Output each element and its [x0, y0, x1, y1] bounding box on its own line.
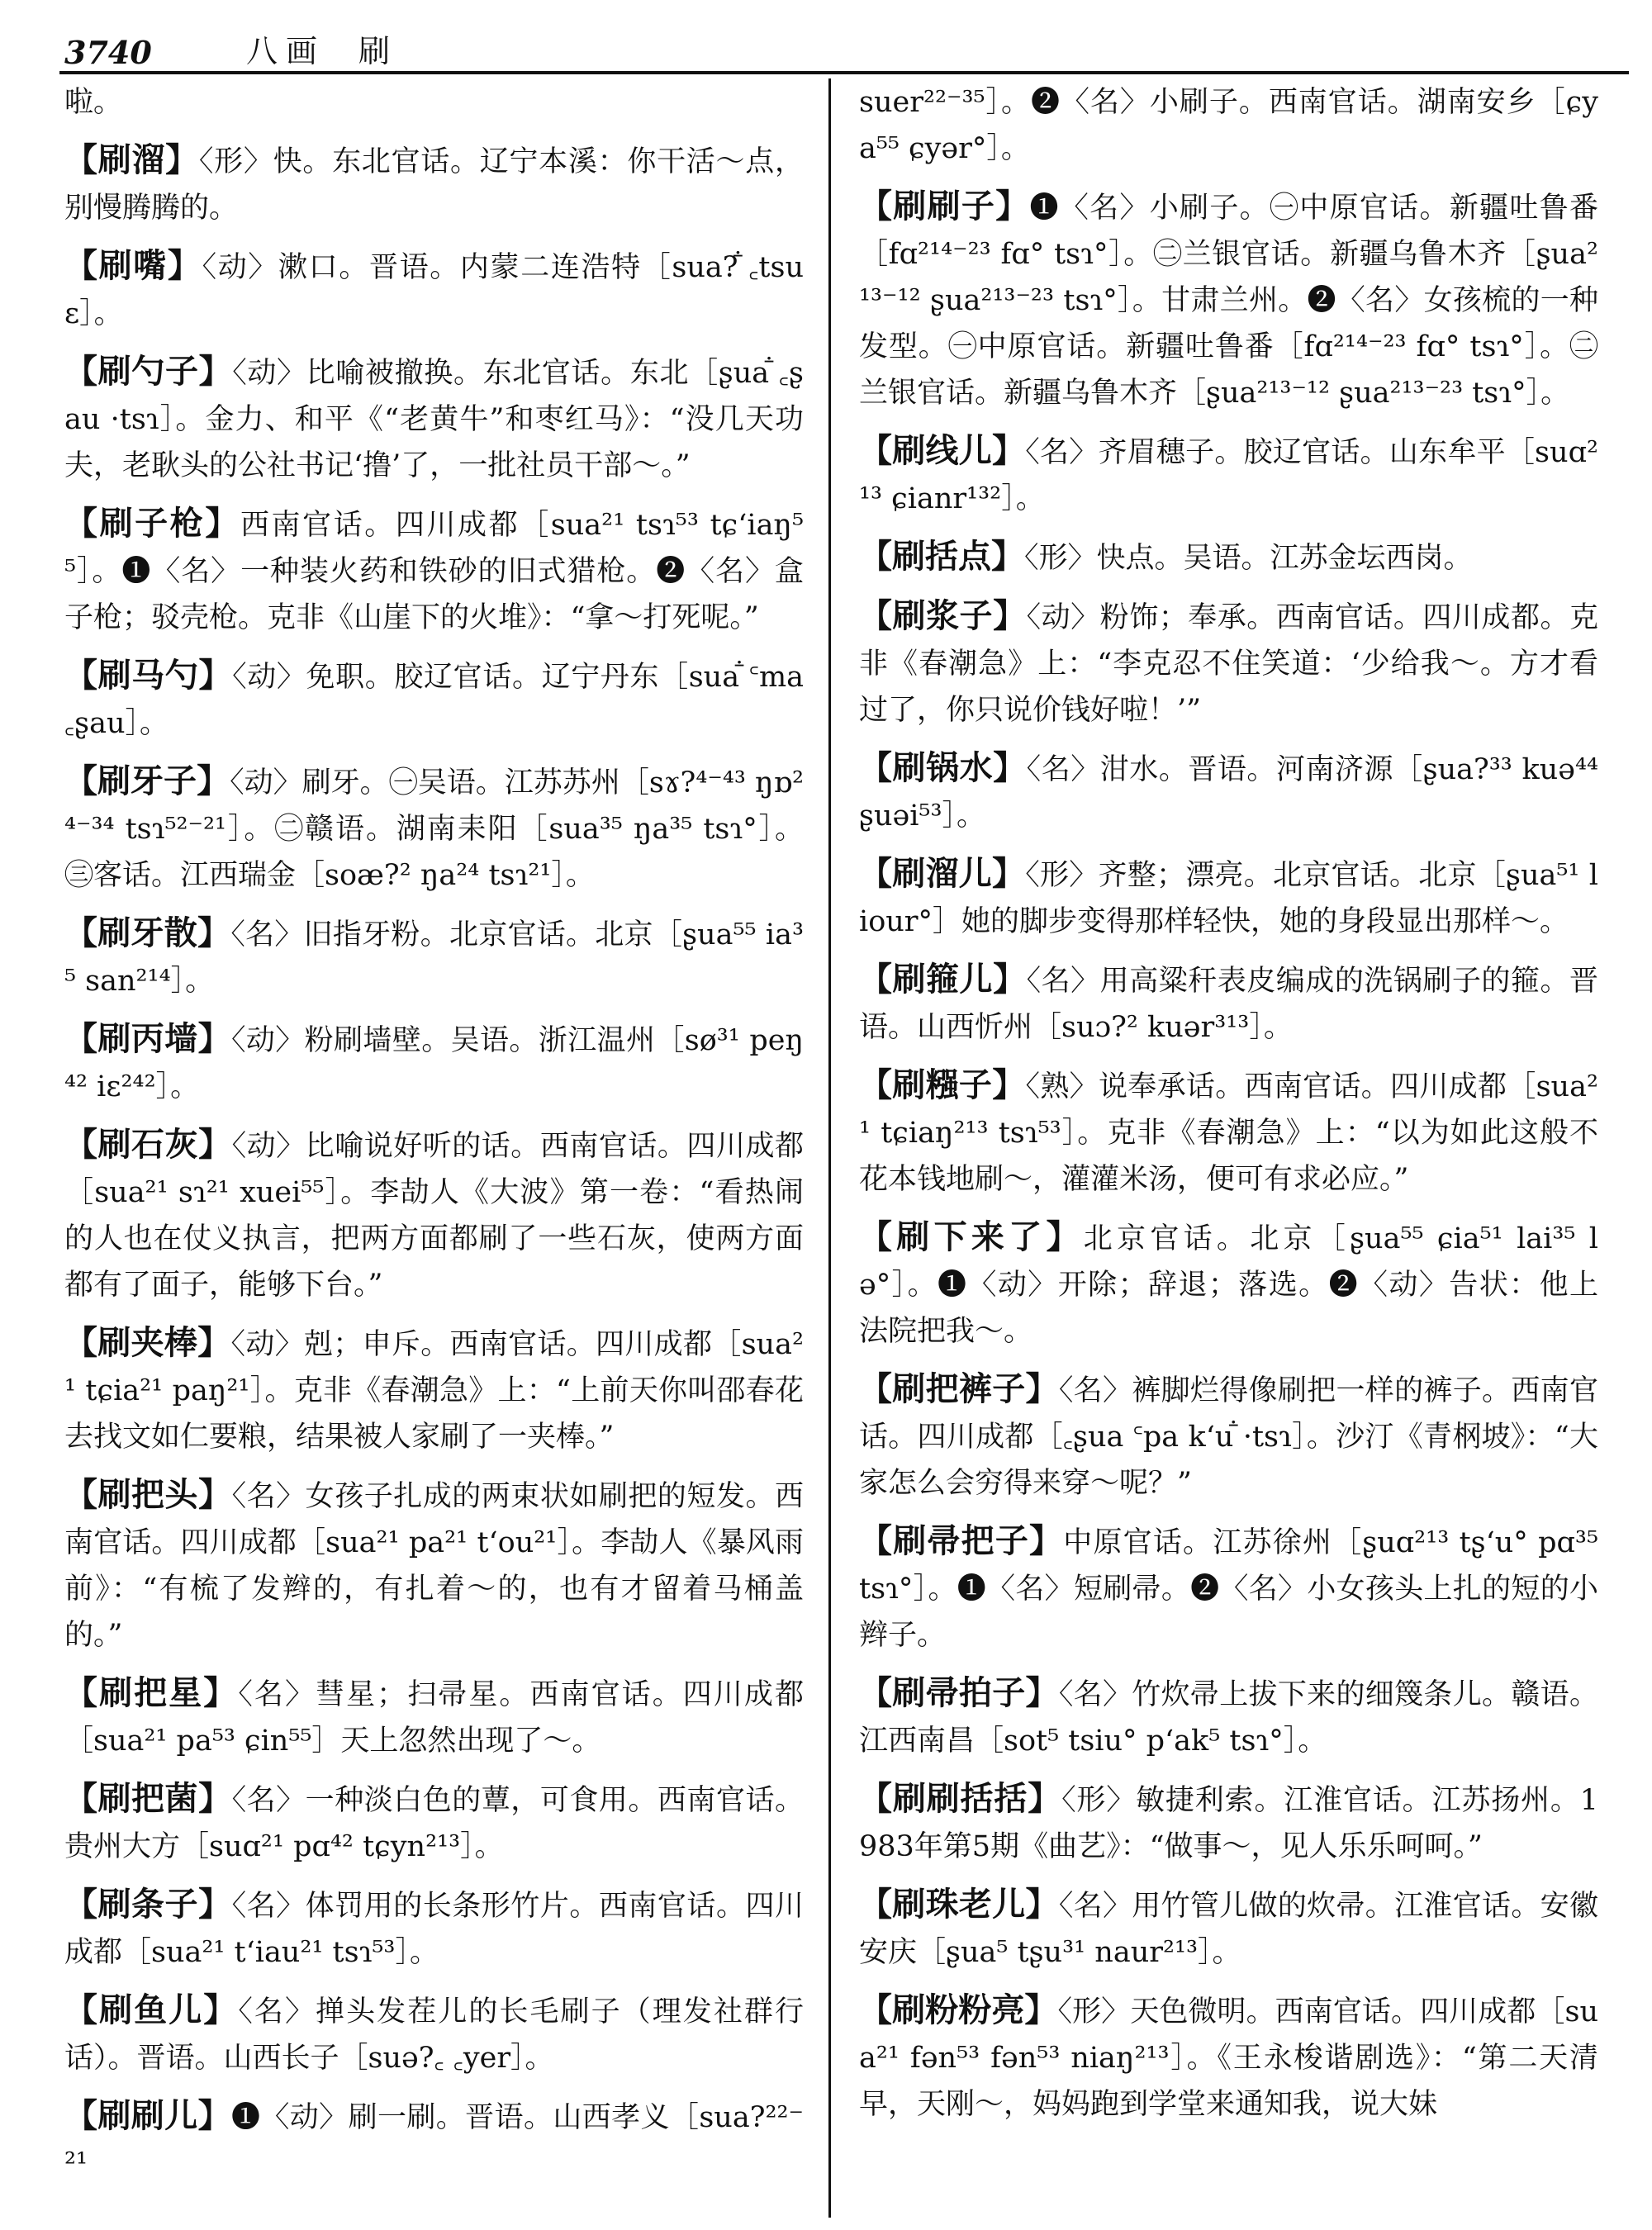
dictionary-entry — [64, 1472, 804, 1658]
entry-definition: 〈形〉敏捷利索。江淮官话。江苏扬州。1983年第5期《曲艺》：“做事～，见人乐乐呵呵。” — [859, 1784, 1598, 1863]
dictionary-entry — [64, 349, 804, 489]
dictionary-entry — [64, 910, 804, 1004]
entry-headword: 【刷浆子】 — [859, 596, 1027, 635]
entry-definition: 〈名〉女孩子扎成的两束状如刷把的短发。西南官话。四川成都［sua²¹ pa²¹ tʻou²¹］。李劼人《暴风雨前》：“有梳了发辫的，有扎着～的，也有才留着马桶盖的。” — [64, 1480, 804, 1652]
entry-definition: 〈名〉泔水。晋语。河南济源［ʂua?³³ kuə⁴⁴ ʂuəi⁵³］。 — [859, 753, 1598, 833]
dictionary-entry — [64, 1320, 804, 1460]
column-divider — [828, 78, 831, 2218]
dictionary-entry — [859, 745, 1598, 839]
entry-definition: 〈名〉用竹管儿做的炊帚。江淮官话。安徽安庆［ʂua⁵ tʂu³¹ naur²¹³］。 — [859, 1890, 1598, 1969]
entry-headword: 【刷把裤子】 — [859, 1369, 1059, 1408]
dictionary-entry — [859, 1366, 1598, 1506]
dictionary-entry — [64, 758, 804, 899]
entry-headword: 【刷子枪】 — [64, 504, 240, 543]
entry-definition: 〈名〉一种淡白色的蕈，可食用。西南官话。贵州大方［suɑ²¹ pɑ⁴² tɕyn²¹³］。 — [64, 1784, 804, 1863]
entry-definition: 〈动〉比喻被撤换。东北官话。东北［ʂuaꜙ ꜀ʂau ·tsɿ］。金力、和平《“老黄牛”和枣红马》：“没几天功夫，老耿头的公社书记‘撸’了，一批社员干部～。” — [64, 357, 804, 482]
entry-definition: 〈形〉天色微明。西南官话。四川成都［sua²¹ fən⁵³ fən⁵³ niaŋ²¹³］。《王永梭谐剧选》：“第二天清早，天刚～，妈妈跑到学堂来通知我，说大妹 — [859, 1995, 1598, 2121]
page-number: 3740 — [64, 34, 152, 71]
entry-headword: 【刷嘴】 — [64, 246, 202, 285]
entry-headword: 【刷线儿】 — [859, 431, 1026, 470]
entry-headword: 【刷糨子】 — [859, 1065, 1026, 1104]
header-rule — [59, 71, 1629, 74]
entry-definition: 中原官话。江苏徐州［ʂuɑ²¹³ tʂʻu° pɑ³⁵ tsɿ°］。❶〈名〉短刷帚。❷〈名〉小女孩头上扎的短的小辫子。 — [859, 1526, 1598, 1652]
entry-definition: 〈名〉旧指牙粉。北京官话。北京［ʂua⁵⁵ ia³⁵ san²¹⁴］。 — [64, 918, 804, 998]
entry-headword: 【刷石灰】 — [64, 1125, 232, 1164]
entry-headword: 【刷把星】 — [64, 1673, 239, 1712]
entry-definition: 〈熟〉说奉承话。西南官话。四川成都［sua²¹ tɕiaŋ²¹³ tsɿ⁵³］。克非《春潮急》上：“以为如此这般不花本钱地刷～，灌灌米汤，便可有求必应。” — [859, 1070, 1599, 1196]
stroke-count-label: 八画 — [246, 33, 326, 69]
entry-definition: 〈动〉粉刷墙壁。吴语。浙江温州［sø³¹ peŋ⁴² iɛ²⁴²］。 — [64, 1024, 805, 1103]
dictionary-entry — [64, 1987, 804, 2081]
dictionary-entry — [64, 2093, 804, 2187]
entry-definition: 〈名〉竹炊帚上拔下来的细篾条儿。赣语。江西南昌［sot⁵ tsiu° pʻak⁵ tsɿ°］。 — [859, 1678, 1598, 1758]
dictionary-entry — [859, 1518, 1598, 1658]
dictionary-entry — [859, 593, 1598, 733]
entry-definition: 〈名〉齐眉穗子。胶辽官话。山东牟平［suɑ²¹³ ɕianr¹³²］。 — [859, 436, 1598, 515]
entry-definition: 〈动〉比喻说好听的话。西南官话。四川成都［sua²¹ sɿ²¹ xuei⁵⁵］。李劼人《大波》第一卷：“看热闹的人也在仗义执言，把两方面都刷了一些石灰，使两方面都有了面子，能够下台。” — [64, 1130, 804, 1302]
entry-headword: 【刷刷儿】 — [64, 2096, 231, 2135]
entry-headword: 【刷勺子】 — [64, 352, 233, 391]
entry-headword: 【刷把菌】 — [64, 1779, 232, 1818]
entry-headword: 【刷溜】 — [64, 140, 199, 179]
entry-headword: 【刷刷子】 — [859, 187, 1030, 225]
dictionary-entry — [859, 1776, 1598, 1870]
dictionary-entry — [859, 956, 1598, 1051]
dictionary-entry — [64, 652, 804, 747]
entry-headword: 【刷夹棒】 — [64, 1323, 231, 1362]
entry-definition: 〈形〉快点。吴语。江苏金坛西岗。 — [1024, 542, 1473, 575]
dictionary-entry — [859, 851, 1598, 945]
entry-definition: 〈名〉掸头发茬儿的长毛刷子（理发社群行话）。晋语。山西长子［suə?꜀ ꜀yer］。 — [64, 1995, 804, 2075]
entry-headword: 【刷箍儿】 — [859, 960, 1027, 999]
entry-definition: 〈形〉齐整；漂亮。北京官话。北京［ʂua⁵¹ liour°］她的脚步变得那样轻快，她的身段显出那样～。 — [859, 859, 1598, 938]
entry-definition: 〈名〉体罚用的长条形竹片。西南官话。四川成都［sua²¹ tʻiau²¹ tsɿ⁵³］。 — [64, 1890, 804, 1969]
entry-definition: 〈动〉剋；申斥。西南官话。四川成都［sua²¹ tɕia²¹ paŋ²¹］。克非《春潮急》上：“上前天你叫邵春花去找文如仁要粮，结果被人家刷了一夹棒。” — [64, 1328, 805, 1454]
dictionary-entry — [859, 1881, 1598, 1976]
dictionary-entry — [64, 243, 804, 337]
entry-definition: 〈名〉彗星；扫帚星。西南官话。四川成都［sua²¹ pa⁵³ ɕin⁵⁵］天上忽然出现了～。 — [64, 1678, 804, 1758]
entry-definition: 西南官话。四川成都［sua²¹ tsɿ⁵³ tɕʻiaŋ⁵⁵］。❶〈名〉一种装火药和铁砂的旧式猎枪。❷〈名〉盒子枪；驳壳枪。克非《山崖下的火堆》：“拿～打死呢。” — [64, 509, 805, 634]
entry-definition: suer²²⁻³⁵］。❷〈名〉小刷子。西南官话。湖南安乡［ɕya⁵⁵ ɕyər°］。 — [859, 86, 1598, 165]
entry-headword: 【刷马勺】 — [64, 656, 233, 695]
entry-headword: 【刷牙散】 — [64, 913, 231, 952]
right-column — [859, 79, 1598, 2139]
dictionary-entry — [64, 137, 804, 231]
dictionary-entry — [859, 428, 1598, 522]
entry-definition: 〈动〉漱口。晋语。内蒙二连浩特［sua?ꜙ ꜀tsuɛ］。 — [64, 251, 804, 330]
left-column — [64, 79, 804, 2199]
dictionary-entry — [859, 183, 1598, 416]
dictionary-entry — [64, 1016, 804, 1110]
dictionary-entry — [859, 1987, 1598, 2128]
entry-headword: 【刷刷括括】 — [859, 1779, 1062, 1818]
dictionary-entry — [64, 1776, 804, 1870]
entry-headword: 【刷括点】 — [859, 537, 1024, 576]
entry-definition: 〈名〉裤脚烂得像刷把一样的裤子。西南官话。四川成都［꜀ʂua ꜂pa kʻuꜙ ·tsɿ］。沙汀《青㭎坡》：“大家怎么会穷得来穿～呢？” — [859, 1374, 1598, 1500]
entry-headword: 【刷牙子】 — [64, 762, 230, 800]
entry-headword: 【刷帚拍子】 — [859, 1673, 1059, 1712]
entry-definition: 〈动〉粉饰；奉承。西南官话。四川成都。克非《春潮急》上：“李克忍不住笑道：‘少给我～。方才看过了，你只说价钱好啦！’” — [859, 601, 1598, 727]
dictionary-entry — [859, 1670, 1598, 1764]
dictionary-entry — [64, 1881, 804, 1976]
entry-headword: 【刷溜儿】 — [859, 854, 1026, 893]
dictionary-entry — [64, 501, 804, 641]
dictionary-entry — [859, 534, 1598, 581]
entry-headword: 【刷条子】 — [64, 1885, 232, 1924]
entry-definition: ❶〈名〉小刷子。㊀中原官话。新疆吐鲁番［fɑ²¹⁴⁻²³ fɑ° tsɿ°］。㊁兰银官话。新疆乌鲁木齐［ʂua²¹³⁻¹² ʂua²¹³⁻²³ tsɿ°］。甘肃兰州。❷〈名〉女孩梳的一种发型。㊀中原官话。新疆吐鲁番［fɑ²¹⁴⁻²³ fɑ° tsɿ°］。㊁兰银官话。新疆乌鲁木齐［ʂua²¹³⁻¹² ʂua²¹³⁻²³ tsɿ°］。 — [859, 192, 1598, 410]
page-header — [64, 18, 1634, 71]
entry-headword: 【刷珠老儿】 — [859, 1885, 1059, 1924]
entry-definition: 〈名〉用高粱秆表皮编成的洗锅刷子的箍。晋语。山西忻州［suɔ?² kuər³¹³］。 — [859, 965, 1598, 1044]
dictionary-entry — [64, 1122, 804, 1308]
dictionary-entry — [64, 1670, 804, 1764]
entry-headword: 【刷粉粉亮】 — [859, 1990, 1058, 2029]
entry-headword: 【刷鱼儿】 — [64, 1990, 239, 2029]
entry-headword: 【刷下来了】 — [859, 1217, 1084, 1256]
entry-definition: 北京官话。北京［ʂua⁵⁵ ɕia⁵¹ lai³⁵ lə°］。❶〈动〉开除；辞退；落选。❷〈动〉告状：他上法院把我～。 — [859, 1222, 1598, 1348]
dictionary-entry — [859, 1062, 1598, 1203]
entry-definition: 啦。 — [64, 86, 123, 119]
dictionary-entry — [64, 79, 804, 126]
entry-definition: 〈形〉快。东北官话。辽宁本溪：你干活～点，别慢腾腾的。 — [64, 145, 804, 225]
entry-definition: 〈动〉刷牙。㊀吴语。江苏苏州［sɤ?⁴⁻⁴³ ŋɒ²⁴⁻³⁴ tsɿ⁵²⁻²¹］。㊁赣语。湖南耒阳［sua³⁵ ŋa³⁵ tsɿ°］。㊂客话。江西瑞金［soæ?² ŋa²⁴ tsɿ²¹］。 — [64, 766, 805, 892]
entry-headword: 【刷锅水】 — [859, 748, 1027, 787]
dictionary-entry — [859, 1214, 1598, 1355]
entry-headword: 【刷帚把子】 — [859, 1521, 1064, 1560]
entry-definition: ❶〈动〉刷一刷。晋语。山西孝义［sua?²²⁻²¹ — [64, 2101, 805, 2180]
head-character: 刷 — [358, 33, 391, 69]
entry-headword: 【刷把头】 — [64, 1475, 232, 1514]
entry-headword: 【刷丙墙】 — [64, 1019, 231, 1058]
dictionary-entry — [859, 79, 1598, 172]
entry-definition: 〈动〉免职。胶辽官话。辽宁丹东［suaꜙ ꜂ma ꜀ʂau］。 — [64, 661, 805, 740]
